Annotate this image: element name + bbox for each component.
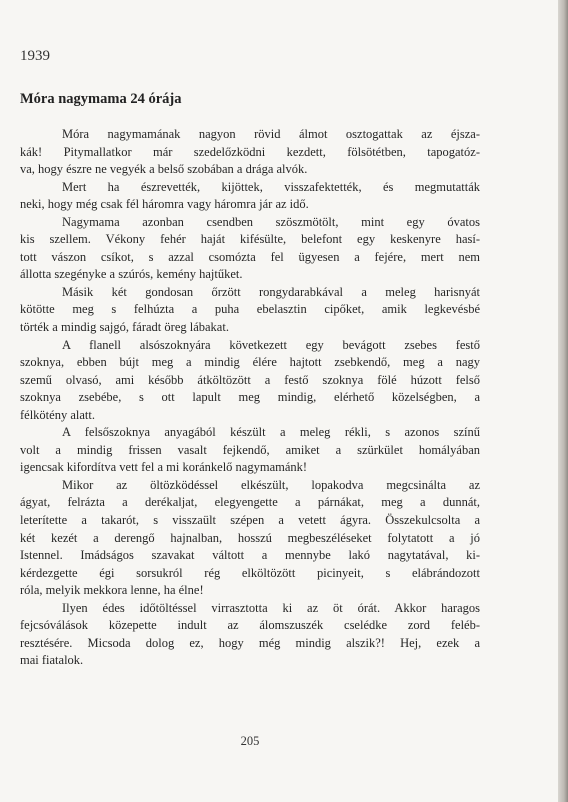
text-line: kák! Pitymallatkor már szedelőzködni kezdett, fölsötétben, tapogatóz- [20, 144, 480, 159]
paragraph [20, 126, 480, 179]
text-line: fejcsóválások közepette indult az álomszuszék cselédke zord feléb- [20, 618, 480, 633]
book-spine-shadow [558, 0, 568, 802]
text-line: róla, melyik mekkora lenne, ha élne! [20, 583, 204, 598]
text-line: neki, hogy még csak fél háromra vagy háromra jár az idő. [20, 197, 309, 212]
text-line: Istennel. Imádságos szavakat váltott a mennybe lakó nagytatával, ki- [20, 548, 480, 563]
text-line: Nagymama azonban csendben szöszmötölt, mint egy óvatos [62, 214, 480, 229]
text-line: félkötény alatt. [20, 407, 95, 422]
text-line: ágyat, felrázta a derékaljat, elegyengette a párnákat, meg a dunnát, [20, 495, 480, 510]
text-line: szemű olvasó, ami később átköltözött a festő szoknya fölé húzott felső [20, 372, 480, 387]
paragraph [20, 214, 480, 284]
paragraph [20, 284, 480, 337]
text-line: A flanell alsószoknyára következett egy bevágott zsebes festő [62, 337, 480, 352]
text-line: Mikor az öltözködéssel elkészült, lopakodva megcsinálta az [62, 477, 480, 492]
paragraph [20, 424, 480, 477]
chapter-year: 1939 [20, 48, 50, 64]
text-line: tott vászon csíkot, s azzal csomózta fel ügyesen a fejére, mert nem [20, 249, 480, 264]
text-line: törték a mindig sajgó, fáradt öreg lábakat. [20, 320, 229, 335]
text-line: mai fiatalok. [20, 653, 84, 668]
text-line: állotta szegényke a szúrós, kemény hajtűket. [20, 267, 243, 282]
text-line: Másik két gondosan őrzött rongydarabkával a meleg harisnyát [62, 284, 480, 299]
body-text [20, 126, 480, 670]
paragraph [20, 179, 480, 214]
text-line: A felsőszoknya anyagából készült a meleg rékli, s azonos színű [62, 425, 480, 440]
paragraph [20, 600, 480, 670]
text-line: volt a mindig frissen vasalt fejkendő, amiket a szürkület homályában [20, 442, 480, 457]
text-line: Ilyen édes időtöltéssel virrasztotta ki az öt órát. Akkor haragos [62, 600, 480, 615]
text-line: va, hogy észre ne vegyék a belső szobában a drága alvók. [20, 162, 308, 177]
text-line: kérdezgette égi sorsukról rég elköltözött picinyeit, s elábrándozott [20, 565, 480, 580]
text-line: Móra nagymamának nagyon rövid álmot osztogattak az éjsza- [62, 127, 480, 141]
chapter-title: Móra nagymama 24 órája [20, 91, 182, 107]
page-number: 205 [240, 734, 260, 748]
text-line: kötötte meg s felhúzta a puha ebelasztin cipőket, amik legkevésbé [20, 302, 480, 317]
text-line: igencsak kifordítva vett fel a mi koránkelő nagymamánk! [20, 460, 308, 475]
paragraph [20, 477, 480, 600]
text-line: szoknya zsebébe, s ott lapult meg mindig, elérhető közelségben, a [20, 390, 480, 405]
paragraph [20, 337, 480, 425]
text-line: szoknya, ebben bújt meg a mindig élére hajtott zsebkendő, meg a nagy [20, 355, 480, 370]
text-line: leterítette a takarót, s visszaült szépen a vetett ágyra. Összekulcsolta a [20, 513, 480, 528]
text-line: Mert ha észrevették, kijöttek, visszafektették, és megmutatták [62, 179, 480, 194]
text-line: kis szellem. Vékony fehér haját kifésülte, belefont egy keskenyre hasí- [20, 232, 480, 247]
text-line: resztésére. Micsoda dolog ez, hogy még mindig alszik?! Hej, ezek a [20, 635, 480, 650]
text-line: két kezét a derengő hajnalban, hosszú megbeszéléseket folytatott a jó [20, 530, 480, 545]
